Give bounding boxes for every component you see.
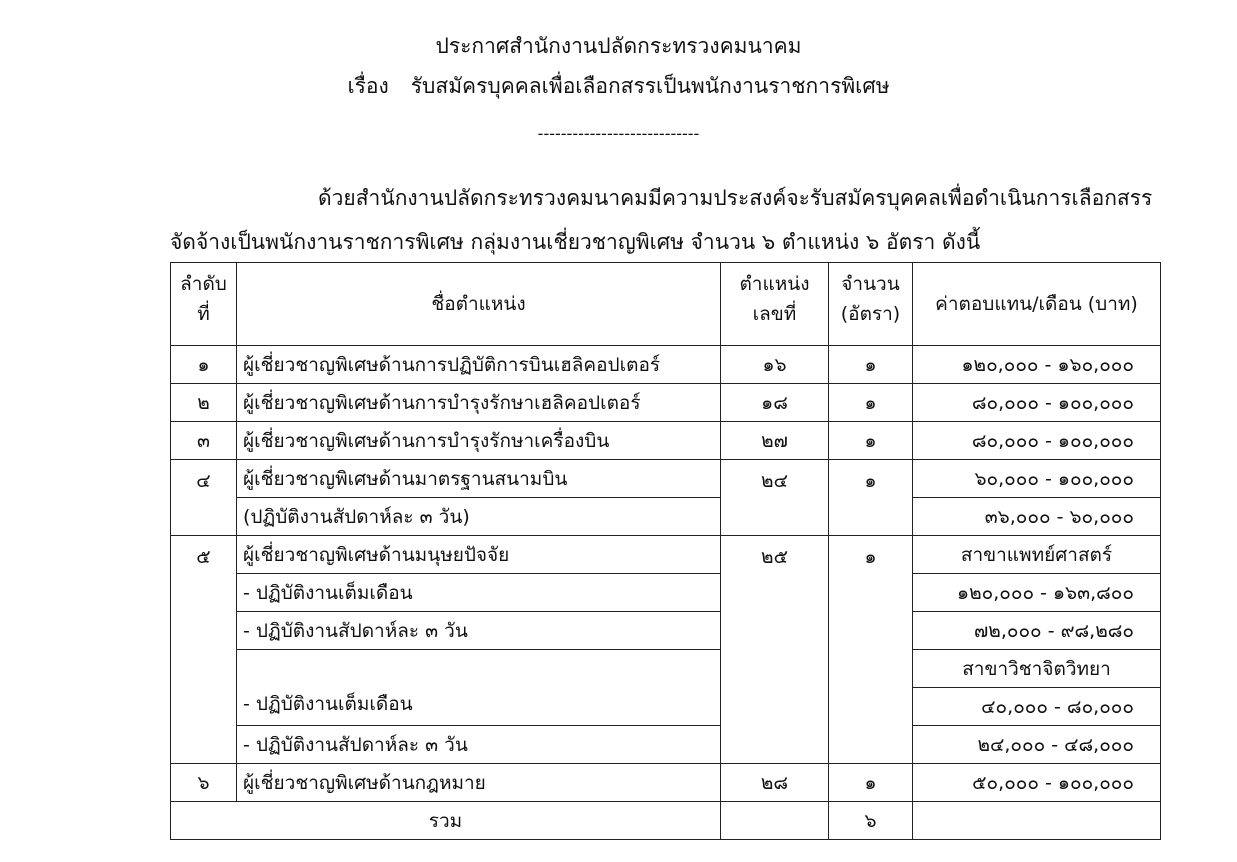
header-pos-line1: ตำแหน่ง (739, 273, 810, 295)
table-row (171, 536, 1161, 574)
document-subject (0, 70, 1237, 103)
document-title: ประกาศสำนักงานปลัดกระทรวงคมนาคม (435, 34, 802, 58)
row-quantity: ๑ (829, 460, 913, 536)
total-pay-empty (913, 802, 1161, 840)
row-quantity: ๑ (829, 536, 913, 764)
row-pay: ๕๐,๐๐๐ - ๑๐๐,๐๐๐ (913, 764, 1161, 802)
row-sub-label: - ปฏิบัติงานสัปดาห์ละ ๓ วัน (237, 612, 721, 650)
row-no: ๓ (171, 422, 237, 460)
table-header-row (171, 263, 1161, 346)
total-label: รวม (171, 802, 721, 840)
row-sub-pay: ๒๔,๐๐๐ - ๔๘,๐๐๐ (913, 726, 1161, 764)
intro-line-2: จัดจ้างเป็นพนักงานราชการพิเศษ กลุ่มงานเชี่ยวชาญพิเศษ จำนวน ๖ ตำแหน่ง ๖ อัตรา ดังนี้ (170, 230, 981, 254)
row-name: ผู้เชี่ยวชาญพิเศษด้านการบำรุงรักษาเฮลิคอปเตอร์ (237, 384, 721, 422)
row-sub-label: - ปฏิบัติงานสัปดาห์ละ ๓ วัน (237, 726, 721, 764)
subject-text: รับสมัครบุคคลเพื่อเลือกสรรเป็นพนักงานราชการพิเศษ (410, 74, 890, 98)
table-row (171, 346, 1161, 384)
table-total-row (171, 802, 1161, 840)
table-row (171, 460, 1161, 498)
row-no: ๕ (171, 536, 237, 764)
row-name: ผู้เชี่ยวชาญพิเศษด้านมนุษยปัจจัย (237, 536, 721, 574)
row-pay: ๖๐,๐๐๐ - ๑๐๐,๐๐๐ (913, 460, 1161, 498)
row-sub-label: (ปฏิบัติงานสัปดาห์ละ ๓ วัน) (237, 498, 721, 536)
row-sub-pay: ๗๒,๐๐๐ - ๙๘,๒๘๐ (913, 612, 1161, 650)
row-sub-label: - ปฏิบัติงานเต็มเดือน (237, 650, 721, 726)
row-no: ๖ (171, 764, 237, 802)
header-pay: ค่าตอบแทน/เดือน (บาท) (913, 263, 1161, 346)
table-subrow (171, 726, 1161, 764)
row-quantity: ๑ (829, 422, 913, 460)
table-row (171, 384, 1161, 422)
row-sub-label: - ปฏิบัติงานเต็มเดือน (237, 574, 721, 612)
header-name: ชื่อตำแหน่ง (237, 263, 721, 346)
row-name: ผู้เชี่ยวชาญพิเศษด้านการบำรุงรักษาเครื่องบิน (237, 422, 721, 460)
row-pay: ๑๒๐,๐๐๐ - ๑๖๐,๐๐๐ (913, 346, 1161, 384)
row-quantity: ๑ (829, 384, 913, 422)
header-qty-line1: จำนวน (841, 273, 900, 295)
row-sub-pay: ๓๖,๐๐๐ - ๖๐,๐๐๐ (913, 498, 1161, 536)
table-subrow (171, 498, 1161, 536)
row-position-no: ๒๕ (721, 536, 829, 764)
positions-table (170, 262, 1161, 840)
row-no: ๑ (171, 346, 237, 384)
row-position-no: ๒๔ (721, 460, 829, 536)
header-quantity (829, 263, 913, 346)
row-pay: ๘๐,๐๐๐ - ๑๐๐,๐๐๐ (913, 384, 1161, 422)
row-pay-branch: สาขาแพทย์ศาสตร์ (913, 536, 1161, 574)
row-position-no: ๑๘ (721, 384, 829, 422)
table-row (171, 422, 1161, 460)
row-position-no: ๑๖ (721, 346, 829, 384)
row-name: ผู้เชี่ยวชาญพิเศษด้านกฎหมาย (237, 764, 721, 802)
total-quantity: ๖ (829, 802, 913, 840)
row-pay: ๘๐,๐๐๐ - ๑๐๐,๐๐๐ (913, 422, 1161, 460)
header-pos-line2: เลขที่ (752, 303, 797, 325)
row-sub-pay: ๑๒๐,๐๐๐ - ๑๖๓,๘๐๐ (913, 574, 1161, 612)
table-subrow (171, 574, 1161, 612)
header-no (171, 263, 237, 346)
header-no-line1: ลำดับ (180, 273, 227, 295)
table-subrow (171, 650, 1161, 688)
divider-line: ---------------------------- (537, 124, 700, 143)
total-position-empty (721, 802, 829, 840)
header-no-line2: ที่ (197, 303, 210, 325)
row-no: ๔ (171, 460, 237, 536)
intro-line-1: ด้วยสำนักงานปลัดกระทรวงคมนาคมมีความประสงค์จะรับสมัครบุคคลเพื่อดำเนินการเลือกสรร (318, 186, 1153, 210)
subject-label: เรื่อง (347, 74, 389, 98)
row-no: ๒ (171, 384, 237, 422)
row-sub-pay: ๔๐,๐๐๐ - ๘๐,๐๐๐ (913, 688, 1161, 726)
table-row (171, 764, 1161, 802)
row-position-no: ๒๘ (721, 764, 829, 802)
row-name: ผู้เชี่ยวชาญพิเศษด้านการปฏิบัติการบินเฮลิคอปเตอร์ (237, 346, 721, 384)
header-qty-line2: (อัตรา) (840, 303, 901, 325)
row-quantity: ๑ (829, 764, 913, 802)
row-position-no: ๒๗ (721, 422, 829, 460)
header-position-no (721, 263, 829, 346)
table-subrow (171, 612, 1161, 650)
row-pay-branch: สาขาวิชาจิตวิทยา (913, 650, 1161, 688)
row-name: ผู้เชี่ยวชาญพิเศษด้านมาตรฐานสนามบิน (237, 460, 721, 498)
row-quantity: ๑ (829, 346, 913, 384)
